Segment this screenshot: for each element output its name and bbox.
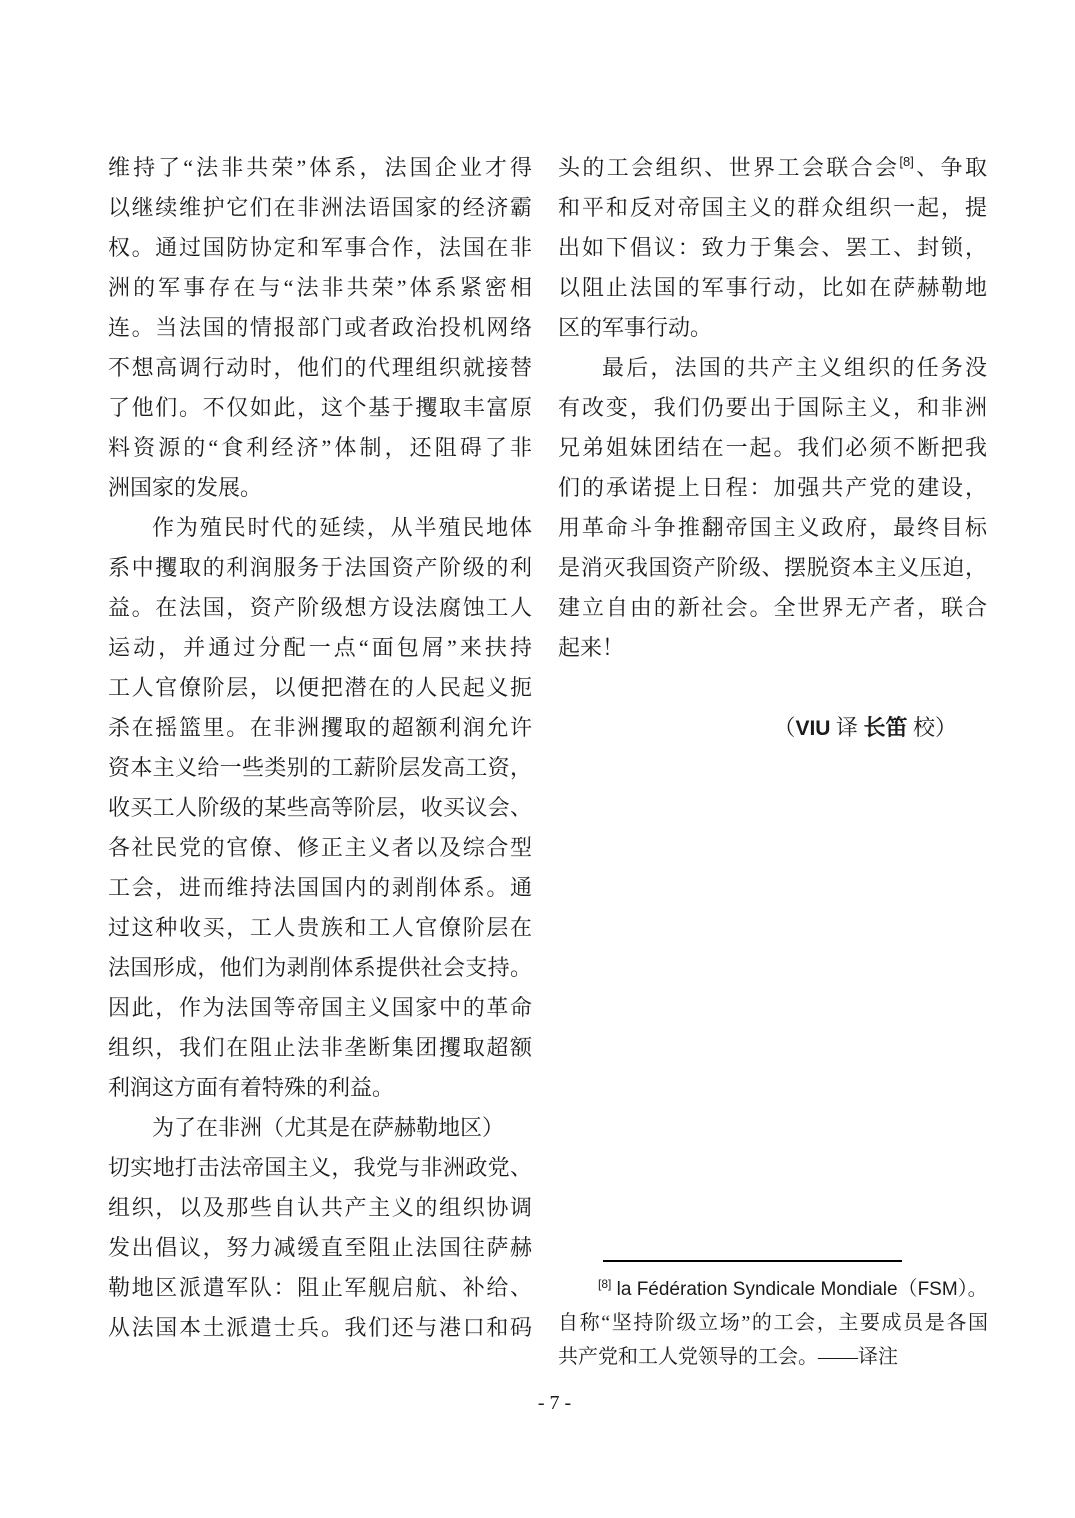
footnote-marker: [8] <box>598 1277 612 1291</box>
text-line: 用革命斗争推翻帝国主义政府，最终目标 <box>558 515 987 540</box>
credit-open: （ <box>773 715 796 740</box>
text-line: 从法国本土派遣士兵。我们还与港口和码 <box>108 1315 532 1340</box>
footnote-paren-close: ）。 <box>957 1278 988 1300</box>
footnote-paren-open: （ <box>897 1278 918 1300</box>
text-line: 收买工人阶级的某些高等阶层，收买议会、 <box>108 795 532 820</box>
text-line: 连。当法国的情报部门或者政治投机网络 <box>108 315 532 340</box>
text-segment: 头的工会组织、世界工会联合会 <box>558 155 900 180</box>
footnote <box>558 1256 988 1374</box>
text-line: 切实地打击法帝国主义，我党与非洲政党、 <box>108 1155 532 1180</box>
text-line: 各社民党的官僚、修正主义者以及综合型 <box>108 835 532 860</box>
footnote-ref: [8] <box>899 154 914 169</box>
text-line: 法国形成，他们为剥削体系提供社会支持。 <box>108 955 532 980</box>
text-line: 兄弟姐妹团结在一起。我们必须不断把我 <box>558 435 987 460</box>
text-line: 组织，我们在阻止法非垄断集团攫取超额 <box>108 1035 532 1060</box>
text-line: 料资源的“食利经济”体制，还阻碍了非 <box>108 435 532 460</box>
text-line: 洲国家的发展。 <box>108 475 263 500</box>
text-line: 权。通过国防协定和军事合作，法国在非 <box>108 235 532 260</box>
text-line: 有改变，我们仍要出于国际主义，和非洲 <box>558 395 987 420</box>
credit-translator: VIU <box>795 717 831 740</box>
text-line: 因此，作为法国等帝国主义国家中的革命 <box>108 995 532 1020</box>
text-line: 利润这方面有着特殊的利益。 <box>108 1075 395 1100</box>
text-line: 工会，进而维持法国国内的剥削体系。通 <box>108 875 532 900</box>
text-line: 区的军事行动。 <box>558 315 713 340</box>
text-line: 以继续维护它们在非洲法语国家的经济霸 <box>108 195 532 220</box>
text-line: 系中攫取的利润服务于法国资产阶级的利 <box>108 555 532 580</box>
text-line: 和平和反对帝国主义的群众组织一起，提 <box>558 195 987 220</box>
footnote-line: 自称“坚持阶级立场”的工会，主要成员是各国 <box>558 1312 988 1334</box>
text-segment: 、争取 <box>913 155 987 180</box>
text-line: 洲的军事存在与“法非共荣”体系紧密相 <box>108 275 532 300</box>
text-line: 作为殖民时代的延续，从半殖民地体 <box>152 515 532 540</box>
footnote-abbr: FSM <box>917 1279 958 1300</box>
text-line: 们的承诺提上日程：加强共产党的建设， <box>558 475 987 500</box>
text-line: 出如下倡议：致力于集会、罢工、封锁， <box>558 235 987 260</box>
text-line: 工人官僚阶层，以便把潜在的人民起义扼 <box>108 675 532 700</box>
text-line: 建立自由的新社会。全世界无产者，联合 <box>558 595 987 620</box>
text-line: 发出倡议，努力减缓直至阻止法国往萨赫 <box>108 1235 532 1260</box>
right-column <box>558 148 987 748</box>
credit-proofreader_role: 校） <box>907 715 957 740</box>
text-line: 不想高调行动时，他们的代理组织就接替 <box>108 355 532 380</box>
text-line: 为了在非洲（尤其是在萨赫勒地区） <box>152 1115 505 1140</box>
footnote-latin-text: la Fédération Syndicale Mondiale <box>611 1279 898 1300</box>
text-line: 益。在法国，资产阶级想方设法腐蚀工人 <box>108 595 532 620</box>
text-line: 运动，并通过分配一点“面包屑”来扶持 <box>108 635 532 660</box>
footnote-line <box>558 1272 988 1306</box>
credit-line <box>558 708 987 748</box>
footnote-separator <box>603 1260 902 1262</box>
text-line: 以阻止法国的军事行动，比如在萨赫勒地 <box>558 275 987 300</box>
text-line: 起来！ <box>558 635 625 660</box>
left-column <box>108 148 532 1348</box>
text-line: 资本主义给一些类别的工薪阶层发高工资， <box>108 755 532 780</box>
credit-translator_role: 译 <box>830 715 864 740</box>
credit-proofreader: 长笛 <box>863 715 908 740</box>
footnote-line: 共产党和工人党领导的工会。——译注 <box>558 1346 898 1368</box>
text-line <box>558 148 987 188</box>
text-line: 杀在摇篮里。在非洲攫取的超额利润允许 <box>108 715 532 740</box>
text-line: 是消灭我国资产阶级、摆脱资本主义压迫， <box>558 555 987 580</box>
text-line: 组织，以及那些自认共产主义的组织协调 <box>108 1195 532 1220</box>
text-line: 维持了“法非共荣”体系，法国企业才得 <box>108 155 532 180</box>
text-line: 最后，法国的共产主义组织的任务没 <box>602 355 987 380</box>
text-line: 勒地区派遣军队：阻止军舰启航、补给、 <box>108 1275 532 1300</box>
text-line: 了他们。不仅如此，这个基于攫取丰富原 <box>108 395 532 420</box>
page-number: - 7 - <box>537 1392 572 1414</box>
text-line: 过这种收买，工人贵族和工人官僚阶层在 <box>108 915 532 940</box>
